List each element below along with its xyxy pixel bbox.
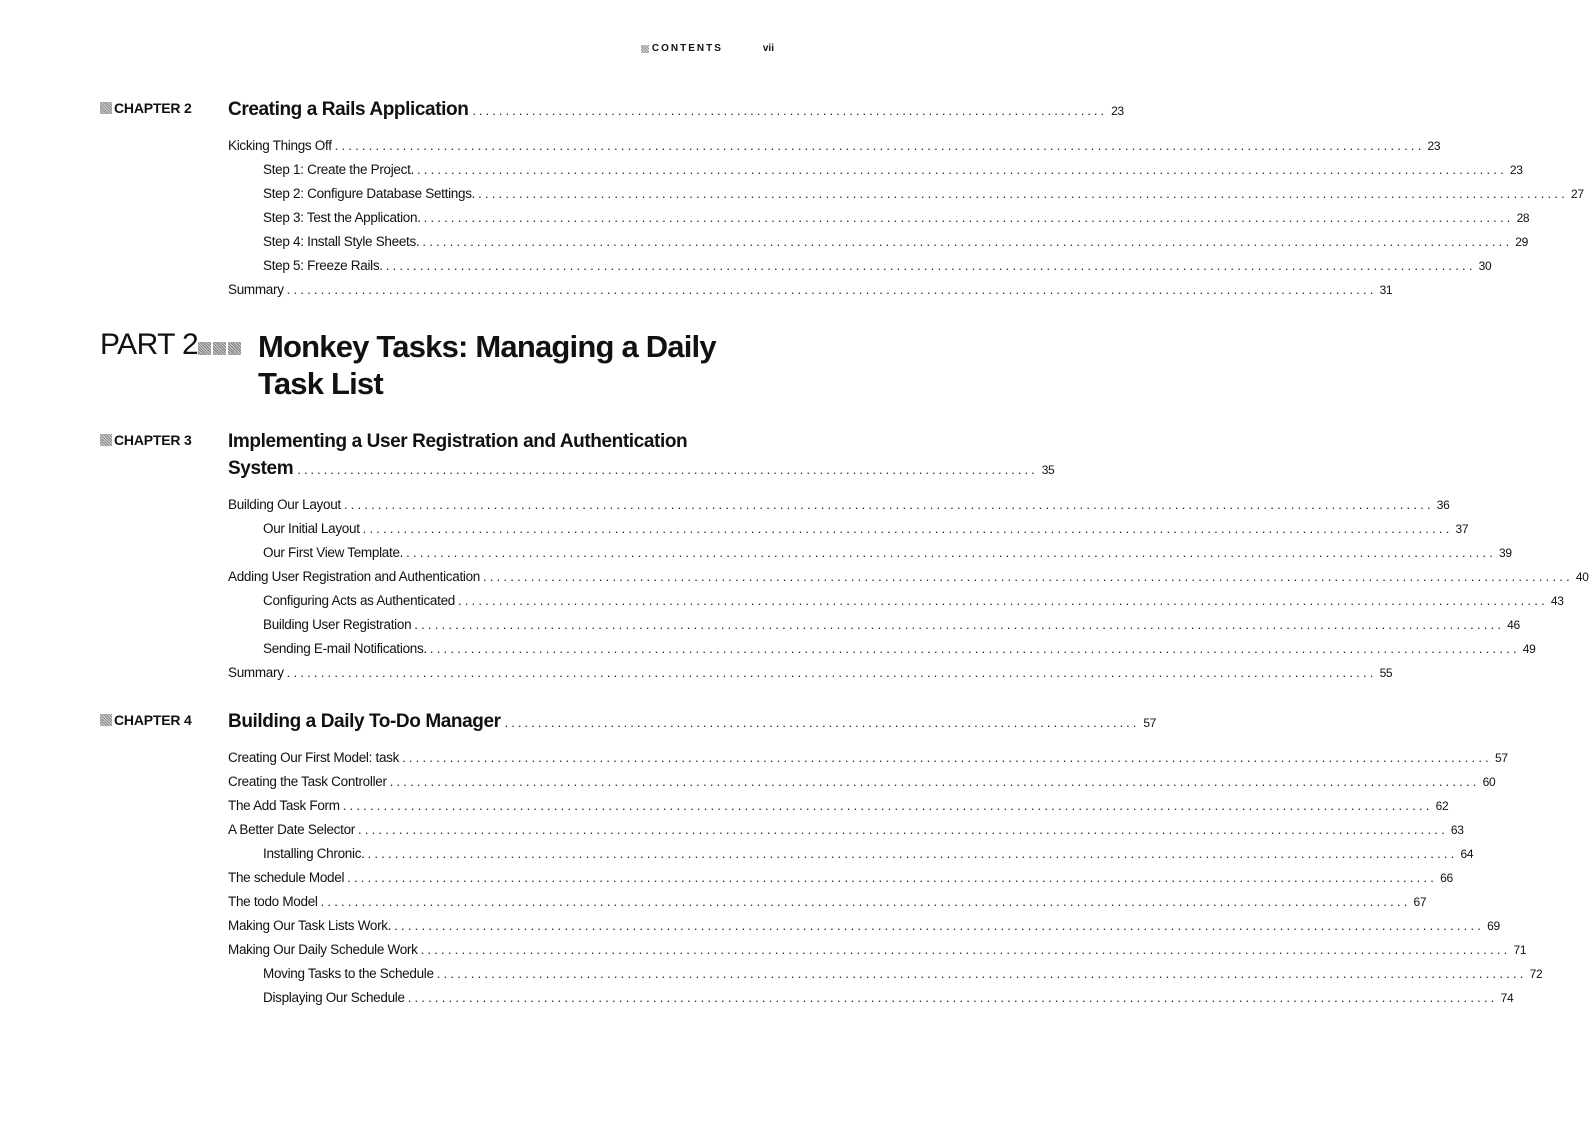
toc-entry-title: Creating the Task Controller bbox=[228, 774, 387, 789]
toc-entry-page: 69 bbox=[1487, 919, 1500, 933]
dot-leader: ................................................................................................................................................................ bbox=[389, 774, 1480, 789]
dot-leader: ................................................................................................................................................................ bbox=[385, 258, 1476, 273]
toc-entry-page: 23 bbox=[1427, 139, 1441, 153]
toc-entry-title: Building Our Layout bbox=[228, 497, 341, 512]
toc-entry-page: 23 bbox=[1509, 163, 1523, 177]
chapter-title[interactable] bbox=[228, 428, 1055, 484]
toc-entry-page: 71 bbox=[1513, 943, 1527, 957]
toc-entry-page: 29 bbox=[1515, 235, 1529, 249]
running-head-section: CONTENTS bbox=[651, 43, 723, 54]
toc-entry-title: Step 1: Create the Project. bbox=[263, 162, 414, 177]
toc-entry-title: The schedule Model bbox=[228, 870, 345, 885]
chapter-title[interactable] bbox=[228, 708, 1156, 737]
dot-leader: ................................................................................................................................................................ bbox=[457, 593, 1548, 608]
toc-entry[interactable] bbox=[228, 134, 1441, 158]
dot-leader: ................................................................................................................ bbox=[297, 462, 1038, 477]
toc-entry-page: 63 bbox=[1450, 823, 1464, 837]
dot-leader: ................................................................................................................................................................ bbox=[286, 665, 1377, 680]
dot-leader: ................................................................................................................................................................ bbox=[334, 138, 1425, 153]
chapter-page-number: 23 bbox=[1111, 104, 1124, 118]
chapter-title-text: Creating a Rails Application bbox=[228, 99, 469, 120]
dot-leader: ................................................................................................................................................................ bbox=[478, 186, 1568, 201]
square-bullet-icon bbox=[100, 102, 112, 114]
toc-entry-title: Configuring Acts as Authenticated bbox=[263, 593, 455, 608]
dot-leader: ................................................................................................................................................................ bbox=[414, 617, 1505, 632]
toc-entry-page: 64 bbox=[1460, 847, 1474, 861]
chapter-label bbox=[100, 100, 192, 116]
toc-entry[interactable] bbox=[228, 962, 1543, 986]
toc-entry-page: 49 bbox=[1522, 642, 1536, 656]
dot-leader: ................................................................................................ bbox=[472, 103, 1108, 118]
toc-entry-title: Making Our Task Lists Work. bbox=[228, 918, 392, 933]
toc-entry-title: Building User Registration bbox=[263, 617, 412, 632]
dot-leader: ................................................................................................................................................................ bbox=[394, 918, 1485, 933]
dot-leader: ................................................................................................................................................................ bbox=[362, 521, 1453, 536]
toc-entries bbox=[228, 746, 1543, 1010]
toc-entries bbox=[228, 493, 1589, 685]
toc-entry-title: The Add Task Form bbox=[228, 798, 340, 813]
square-bullet-icon bbox=[213, 342, 226, 355]
toc-entry-title: Kicking Things Off bbox=[228, 138, 332, 153]
part-title-line-2: Task List bbox=[258, 366, 383, 401]
dot-leader: ................................................................................................................................................................ bbox=[407, 990, 1498, 1005]
chapter-label-text: CHAPTER 4 bbox=[114, 712, 192, 728]
toc-entry-page: 31 bbox=[1379, 283, 1393, 297]
toc-entry[interactable] bbox=[228, 541, 1512, 565]
toc-entries bbox=[228, 134, 1584, 302]
toc-entry-title: A Better Date Selector bbox=[228, 822, 355, 837]
dot-leader: ................................................................................................................................................................ bbox=[342, 798, 1433, 813]
toc-entry-title: Installing Chronic. bbox=[263, 846, 365, 861]
toc-entry-title: Our First View Template. bbox=[263, 545, 404, 560]
toc-entry[interactable] bbox=[228, 565, 1589, 589]
toc-entry[interactable] bbox=[228, 818, 1464, 842]
dot-leader: ................................................................................................................................................................ bbox=[320, 894, 1411, 909]
toc-entry-title: Moving Tasks to the Schedule bbox=[263, 966, 434, 981]
square-bullet-icon bbox=[641, 45, 649, 53]
dot-leader: ................................................................................................................................................................ bbox=[402, 750, 1492, 765]
page-number: vii bbox=[762, 43, 774, 54]
dot-leader: ................................................................................................................................................................ bbox=[286, 282, 1377, 297]
toc-entry-title: Step 3: Test the Application. bbox=[263, 210, 421, 225]
toc-entry-title: Step 4: Install Style Sheets. bbox=[263, 234, 420, 249]
dot-leader: ................................................................................................................................................................ bbox=[429, 641, 1520, 656]
toc-entry-page: 39 bbox=[1499, 546, 1512, 560]
toc-entry[interactable] bbox=[228, 794, 1449, 818]
toc-entry-page: 74 bbox=[1500, 991, 1514, 1005]
toc-entry-page: 57 bbox=[1494, 751, 1508, 765]
toc-entry[interactable] bbox=[228, 278, 1393, 302]
chapter-title-line-1: Implementing a User Registration and Authentication bbox=[228, 431, 688, 452]
part-square-bullets bbox=[198, 342, 243, 355]
toc-entry[interactable] bbox=[228, 637, 1536, 661]
toc-entry-page: 67 bbox=[1413, 895, 1427, 909]
toc-entry-title: Step 5: Freeze Rails. bbox=[263, 258, 383, 273]
toc-entry[interactable] bbox=[228, 613, 1520, 637]
chapter-title-line-2: System bbox=[228, 458, 294, 479]
toc-entry[interactable] bbox=[228, 206, 1530, 230]
toc-entry-title: Adding User Registration and Authentication bbox=[228, 569, 481, 584]
toc-entry-title: Creating Our First Model: task bbox=[228, 750, 400, 765]
toc-entry-page: 46 bbox=[1507, 618, 1520, 632]
toc-entry-title: Our Initial Layout bbox=[263, 521, 360, 536]
square-bullet-icon bbox=[100, 714, 112, 726]
dot-leader: ................................................................................................................................................................ bbox=[347, 870, 1438, 885]
toc-entry-title: Displaying Our Schedule bbox=[263, 990, 405, 1005]
toc-entry[interactable] bbox=[228, 938, 1527, 962]
chapter-label bbox=[100, 712, 192, 728]
part-label: PART 2 bbox=[100, 328, 199, 361]
toc-entry[interactable] bbox=[228, 890, 1427, 914]
toc-entry[interactable] bbox=[228, 986, 1514, 1010]
toc-entry-title: Sending E-mail Notifications. bbox=[263, 641, 427, 656]
toc-entry[interactable] bbox=[228, 661, 1393, 685]
dot-leader: ................................................................................................................................................................ bbox=[423, 210, 1514, 225]
dot-leader: ................................................................................................................................................................ bbox=[420, 942, 1511, 957]
toc-entry-page: 43 bbox=[1550, 594, 1564, 608]
toc-entry-page: 40 bbox=[1575, 570, 1589, 584]
toc-entry-page: 55 bbox=[1379, 666, 1393, 680]
dot-leader: ................................................................................................................................................................ bbox=[367, 846, 1458, 861]
square-bullet-icon bbox=[100, 434, 112, 446]
chapter-label bbox=[100, 432, 192, 448]
toc-entry[interactable] bbox=[228, 770, 1496, 794]
toc-entry[interactable] bbox=[228, 254, 1492, 278]
chapter-title[interactable] bbox=[228, 96, 1124, 125]
toc-entry-page: 30 bbox=[1478, 259, 1492, 273]
toc-entry-page: 37 bbox=[1455, 522, 1469, 536]
dot-leader: ................................................................................................................................................................ bbox=[417, 162, 1507, 177]
toc-entry[interactable] bbox=[228, 746, 1508, 770]
dot-leader: ................................................................................................................................................................ bbox=[422, 234, 1513, 249]
toc-entry-page: 60 bbox=[1482, 775, 1496, 789]
toc-entry[interactable] bbox=[228, 230, 1529, 254]
toc-entry[interactable] bbox=[228, 493, 1450, 517]
toc-entry[interactable] bbox=[228, 589, 1564, 613]
dot-leader: ................................................................................................................................................................ bbox=[483, 569, 1573, 584]
dot-leader: ................................................................................................................................................................ bbox=[357, 822, 1448, 837]
toc-entry-page: 28 bbox=[1516, 211, 1530, 225]
chapter-page-number: 35 bbox=[1041, 463, 1055, 477]
toc-entry[interactable] bbox=[228, 866, 1453, 890]
square-bullet-icon bbox=[228, 342, 241, 355]
toc-entry[interactable] bbox=[228, 914, 1500, 938]
running-head bbox=[641, 43, 774, 54]
toc-entry-title: The todo Model bbox=[228, 894, 318, 909]
toc-entry-page: 62 bbox=[1435, 799, 1449, 813]
chapter-title-text: Building a Daily To-Do Manager bbox=[228, 711, 501, 732]
part-title bbox=[258, 328, 718, 402]
chapter-label-text: CHAPTER 2 bbox=[114, 100, 192, 116]
toc-entry-page: 66 bbox=[1440, 871, 1453, 885]
toc-entry[interactable] bbox=[228, 158, 1523, 182]
toc-entry[interactable] bbox=[228, 182, 1584, 206]
dot-leader: ................................................................................................................................................................ bbox=[343, 497, 1434, 512]
part-title-line-1: Monkey Tasks: Managing a Daily bbox=[258, 329, 716, 364]
toc-entry[interactable] bbox=[228, 842, 1474, 866]
toc-entry-page: 72 bbox=[1529, 967, 1543, 981]
toc-entry-page: 36 bbox=[1436, 498, 1450, 512]
toc-entry-page: 27 bbox=[1570, 187, 1584, 201]
dot-leader: ................................................................................................................................................................ bbox=[406, 545, 1496, 560]
dot-leader: ................................................................................................ bbox=[504, 715, 1140, 730]
chapter-label-text: CHAPTER 3 bbox=[114, 432, 192, 448]
chapter-page-number: 57 bbox=[1143, 716, 1156, 730]
toc-entry-title: Making Our Daily Schedule Work bbox=[228, 942, 418, 957]
toc-entry[interactable] bbox=[228, 517, 1469, 541]
dot-leader: ................................................................................................................................................................ bbox=[436, 966, 1527, 981]
toc-entry-title: Step 2: Configure Database Settings. bbox=[263, 186, 476, 201]
toc-entry-title: Summary bbox=[228, 282, 284, 297]
toc-entry-title: Summary bbox=[228, 665, 284, 680]
square-bullet-icon bbox=[198, 342, 211, 355]
